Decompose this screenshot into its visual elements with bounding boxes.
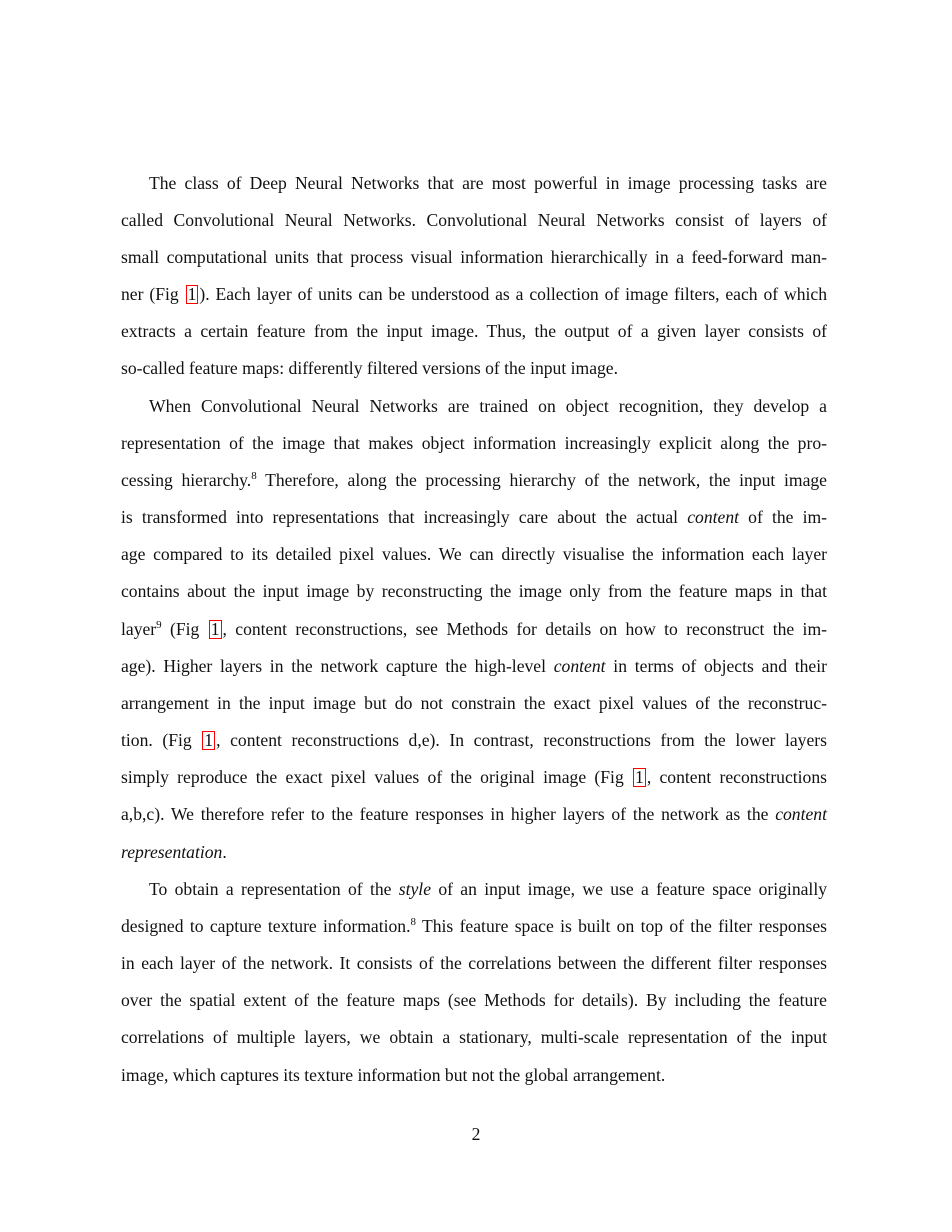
text-line: layer$^9$ (Fig 1 , content reconstructions, see Methods for details on how to reconstruct the im-: [121, 619, 827, 639]
text-line: ner (Fig 1 ). Each layer of units can be understood as a collection of image filters, each of which: [121, 284, 828, 304]
text-line: over the spatial extent of the feature maps (see Methods for details). By including the feature: [121, 990, 827, 1010]
text-line: contains about the input image by reconstructing the image only from the feature maps in that: [121, 581, 827, 601]
text-line: small computational units that process visual information hierarchically in a feed-forward man-: [121, 247, 827, 267]
page-number: 2: [471, 1124, 481, 1144]
text-line: simply reproduce the exact pixel values of the original image (Fig 1 , content reconstructions: [121, 767, 828, 787]
text-line: called Convolutional Neural Networks. Convolutional Neural Networks consist of layers of: [121, 210, 827, 230]
text-line: The class of Deep Neural Networks that are most powerful in image processing tasks are: [149, 173, 827, 193]
text-line: correlations of multiple layers, we obtain a stationary, multi-scale representation of the input: [121, 1027, 827, 1047]
text-line: cessing hierarchy.$^8$ Therefore, along the processing hierarchy of the network, the input image: [121, 470, 827, 490]
text-line: a,b,c). We therefore refer to the feature responses in higher layers of the network as the content: [121, 804, 827, 824]
figure-1-link[interactable]: 1: [210, 619, 220, 639]
text-line: in each layer of the network. It consists of the correlations between the different filter responses: [121, 953, 827, 973]
text-line: image, which captures its texture information but not the global arrangement.: [121, 1065, 666, 1085]
text-line: age compared to its detailed pixel values. We can directly visualise the information each layer: [121, 544, 827, 564]
text-line: representation.: [121, 842, 227, 862]
citation-8: 8: [410, 916, 417, 928]
text-line: extracts a certain feature from the input image. Thus, the output of a given layer consists of: [121, 321, 827, 341]
text-line: so-called feature maps: differently filtered versions of the input image.: [121, 358, 619, 378]
citation-9: 9: [156, 619, 162, 631]
figure-1-link[interactable]: 1: [635, 767, 644, 787]
text-line: designed to capture texture information.$^8$ This feature space is built on top of the filter responses: [121, 916, 827, 936]
text-line: To obtain a representation of the style of an input image, we use a feature space originally: [149, 879, 828, 899]
text-line: representation of the image that makes object information increasingly explicit along the pro-: [121, 433, 827, 453]
text-line: When Convolutional Neural Networks are trained on object recognition, they develop a: [149, 396, 827, 416]
figure-1-link[interactable]: 1: [204, 730, 214, 750]
text-line: is transformed into representations that increasingly care about the actual content of the im-: [121, 507, 828, 527]
citation-8: 8: [251, 470, 257, 482]
text-line: arrangement in the input image but do not constrain the exact pixel values of the reconstruc-: [121, 693, 827, 713]
figure-1-link[interactable]: 1: [187, 284, 197, 304]
text-line: tion. (Fig 1 , content reconstructions d,e). In contrast, reconstructions from the lower layers: [121, 730, 827, 750]
text-line: age). Higher layers in the network capture the high-level content in terms of objects and their: [121, 656, 827, 676]
